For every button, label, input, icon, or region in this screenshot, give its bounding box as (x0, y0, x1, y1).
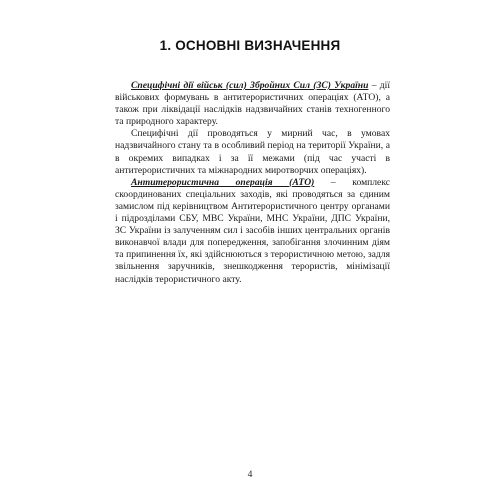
definition-text: – дії військових формувань в антитерористичних операціях (АТО), а також при ліквідації наслідків надзвичайних станів техногенного та природного характеру. (115, 80, 390, 128)
defined-term: Специфічні дії військ (сил) Збройних Сил (ЗС) України (131, 80, 369, 91)
page-number: 4 (247, 470, 253, 480)
defined-term: Антитерористична операція (АТО) (131, 176, 315, 188)
definition-text: – комплекс скоординованих спеціальних заходів, які проводяться за єдиним замислом під керівництвом Антитерористичного центру органами і підрозділами СБУ, МВС України, МНС України, ДПС України, ЗС України із залученням сил і засобів інших центральних органів виконавчої влади для попередження, запобігання злочинним діям та припинення їх, які здійснюються з терористичною метою, задля звільнення заручників, знешкодження терористів, мінімізації наслідків терористичного акту. (115, 176, 390, 285)
paragraph-definition-specific-actions (115, 80, 390, 128)
paragraph-text: Специфічні дії проводяться у мирний час, в умовах надзвичайного стану та в особливий період на території України, а в окремих випадках і за її межами (під час участі в антитерористичних та міжнародних миротворчих операціях). (115, 128, 390, 176)
paragraph-specific-actions-conditions (115, 128, 390, 176)
paragraph-definition-ato (115, 177, 390, 286)
section-heading: 1. ОСНОВНІ ВИЗНАЧЕННЯ (159, 38, 341, 53)
body-text (115, 80, 390, 286)
